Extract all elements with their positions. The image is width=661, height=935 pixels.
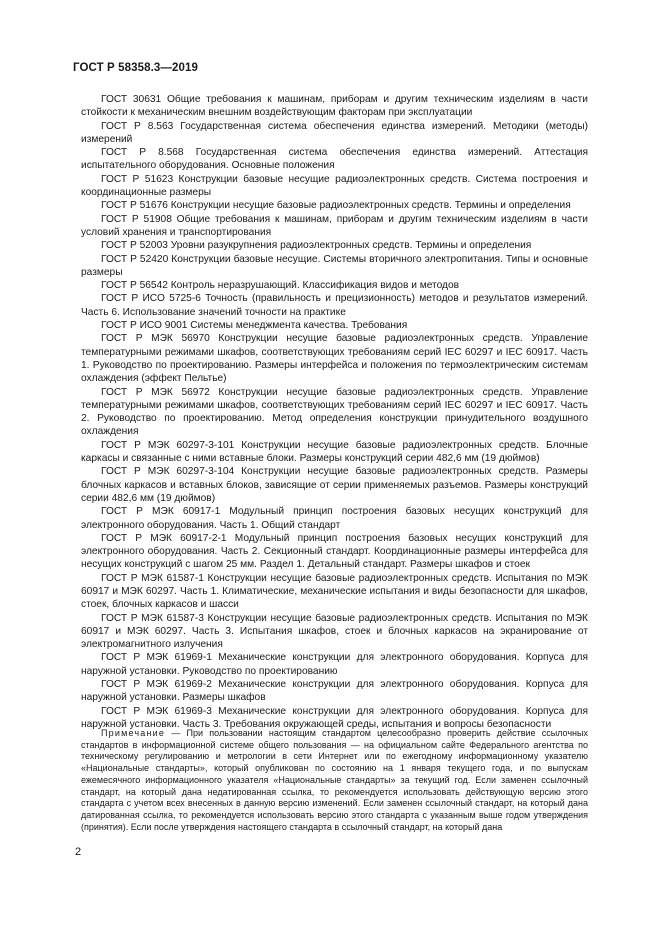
- reference-item: ГОСТ Р ИСО 9001 Системы менеджмента качества. Требования: [101, 320, 408, 332]
- reference-item: ГОСТ Р ИСО 5725-6 Точность (правильность и прецизионность) методов и результатов измерений. Часть 6. Использование значений точности на практике: [81, 293, 588, 318]
- reference-item: ГОСТ Р 51676 Конструкции несущие базовые радиоэлектронных средств. Термины и определения: [101, 200, 571, 212]
- reference-item: ГОСТ Р МЭК 61969-1 Механические конструкции для электронного оборудования. Корпуса для наружной установки. Руководство по проектированию: [81, 652, 588, 677]
- note-text: — При пользовании настоящим стандартом целесообразно проверить действие ссылочных стандартов в информационной системе общего пользования — на официальном сайте Федерального агентства по техническому регулированию и метрологии в сети Интернет или по ежегодному информационному указателю «Национальные стандарты», который опубликован по состоянию на 1 января текущего года, и по выпускам ежемесячного информационного указателя «Национальные стандарты» за текущий год. Если заменен ссылочный стандарт, на который дана недатированная ссылка, то рекомендуется использовать действующую версию этого стандарта с учетом всех внесенных в данную версию изменений. Если заменен ссылочный стандарт, на который дана датированная ссылка, то рекомендуется использовать версию этого стандарта с указанным выше годом утверждения (принятия). Если после утверждения настоящего стандарта в ссылочный стандарт, на который дана: [81, 728, 588, 832]
- reference-item: ГОСТ Р 52420 Конструкции базовые несущие. Системы вторичного электропитания. Типы и основные размеры: [81, 253, 588, 278]
- reference-item: ГОСТ Р МЭК 60297-3-101 Конструкции несущие базовые радиоэлектронных средств. Блочные каркасы и связанные с ними вставные блоки. Размеры конструкций серии 482,6 мм (19 дюймов): [81, 439, 588, 465]
- reference-item: ГОСТ Р 8.568 Государственная система обеспечения единства измерений. Аттестация испытательного оборудования. Основные положения: [81, 147, 588, 172]
- page-number: 2: [75, 846, 82, 858]
- note-paragraph: [81, 728, 588, 833]
- reference-item: ГОСТ Р 52003 Уровни разукрупнения радиоэлектронных средств. Термины и определения: [101, 240, 532, 252]
- reference-item: ГОСТ Р МЭК 60917-1 Модульный принцип построения базовых несущих конструкций для электронного оборудования. Часть 1. Общий стандарт: [81, 506, 588, 531]
- reference-item: ГОСТ Р МЭК 61587-1 Конструкции несущие базовые радиоэлектронных средств. Испытания по МЭК 60917 и МЭК 60297. Часть 1. Климатические, механические испытания и виды безопасности для шкафов, стоек, блочных каркасов и шасси: [81, 572, 588, 611]
- reference-item: ГОСТ Р МЭК 56972 Конструкции несущие базовые радиоэлектронных средств. Управление температурными режимами шкафов, соответствующих требованиям серий IEC 60297 и IEC 60917. Часть 2. Руководство по проектированию. Метод определения конструкции принудительного воздушного охлаждения: [81, 386, 588, 438]
- reference-item: ГОСТ Р МЭК 61587-3 Конструкции несущие базовые радиоэлектронных средств. Испытания по МЭК 60917 и МЭК 60297. Часть 3. Испытания шкафов, стоек и блочных каркасов на экранирование от электромагнитного излучения: [81, 612, 588, 651]
- reference-item: ГОСТ Р МЭК 60297-3-104 Конструкции несущие базовые радиоэлектронных средств. Размеры блочных каркасов и вставных блоков, зависящие от серии применяемых разъемов. Размеры конструкций серии 482,6 мм (19 дюймов): [81, 466, 588, 504]
- reference-item: ГОСТ Р 56542 Контроль неразрушающий. Классификация видов и методов: [101, 280, 460, 292]
- reference-item: ГОСТ Р МЭК 60917-2-1 Модульный принцип построения базовых несущих конструкций для электронного оборудования. Часть 2. Секционный стандарт. Координационные размеры интерфейса для несущих конструкций с шагом 25 мм. Раздел 1. Детальный стандарт. Размеры шкафов и стоек: [81, 532, 588, 571]
- reference-item: ГОСТ Р 51623 Конструкции базовые несущие радиоэлектронных средств. Система построения и координационные размеры: [81, 173, 588, 199]
- reference-item: ГОСТ 30631 Общие требования к машинам, приборам и другим техническим изделиям в части стойкости к механическим внешним воздействующим факторам при эксплуатации: [81, 94, 588, 119]
- reference-item: ГОСТ Р 8.563 Государственная система обеспечения единства измерений. Методики (методы) измерений: [81, 120, 588, 145]
- document-header: ГОСТ Р 58358.3—2019: [73, 62, 198, 74]
- note-label: Примечание: [101, 728, 166, 738]
- reference-item: ГОСТ Р МЭК 61969-2 Механические конструкции для электронного оборудования. Корпуса для наружной установки. Размеры шкафов: [81, 679, 588, 704]
- reference-item: ГОСТ Р МЭК 56970 Конструкции несущие базовые радиоэлектронных средств. Управление температурными режимами шкафов, соответствующих требованиям серий IEC 60297 и IEC 60917. Часть 1. Руководство по проектированию. Размеры интерфейса и положения по термоэлектрическим системам охлаждения (эффект Пельтье): [81, 333, 588, 385]
- normative-references-list: [81, 93, 588, 731]
- reference-item: ГОСТ Р МЭК 61969-3 Механические конструкции для электронного оборудования. Корпуса для наружной установки. Часть 3. Требования окружающей среды, испытания и вопросы безопасности: [81, 705, 588, 730]
- reference-item: ГОСТ Р 51908 Общие требования к машинам, приборам и другим техническим изделиям в части условий хранения и транспортирования: [81, 213, 588, 238]
